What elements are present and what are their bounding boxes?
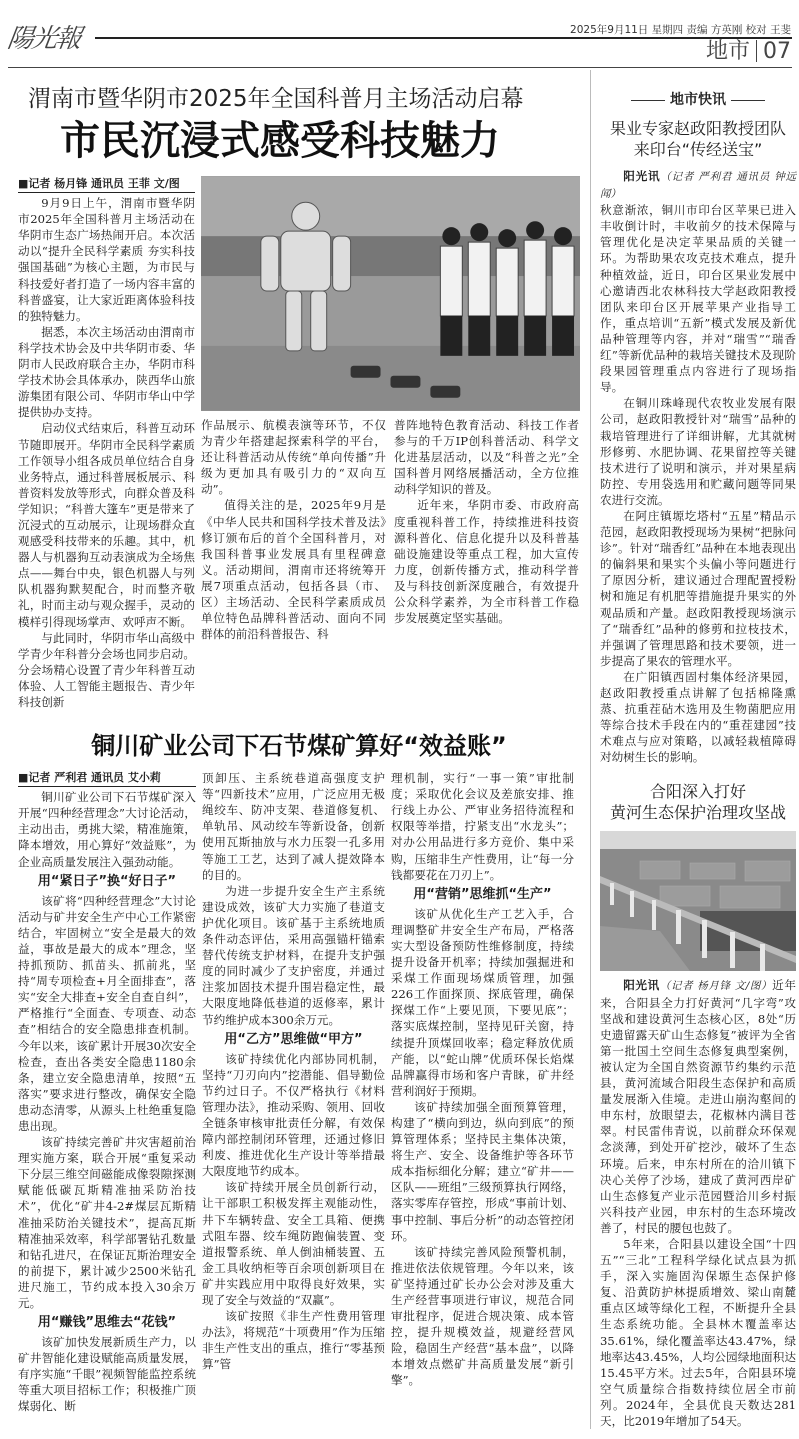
article2-column-1 xyxy=(18,770,196,1414)
newspaper-logo: 陽光報 xyxy=(5,24,82,54)
news-credit: （记者 杨月锋 文/图） xyxy=(659,980,773,993)
article1-byline: ■记者 杨月锋 通讯员 王菲 文/图 xyxy=(18,176,195,193)
news-brief-section-header xyxy=(600,90,796,110)
news1-title xyxy=(600,118,796,160)
paragraph: 该矿按照《非生产性费用管理办法》，将规范“十项费用”作为压缩非生产性支出的重点，推行“零基预算”管 xyxy=(202,1309,385,1372)
subheading: 用“赚钱”思维去“花钱” xyxy=(37,1315,177,1331)
paragraph: 为进一步提升安全生产主系统建设成效，该矿大力实施了巷道支护优化项目。该矿基于主系统地质条件动态评估，采用高强锚杆锚索替代传统支护材料，在提升支护强度的同时减少了支护密度，并通过注浆加固技术提升围岩稳定性，最大限度地降低巷道的返修率，累计节约维护成本300余万元。 xyxy=(202,883,385,1027)
paragraph: 近年来，合阳县全力打好黄河“几字弯”攻坚战和建设黄河生态核心区，8处“历史遗留露天矿山生态修复”被评为全省第一批国土空间生态修复典型案例，被认定为全国自然资源节约集约示范县，黄河流域合阳段生态保护和高质量发展渐入佳境。走进山崩沟壑间的申东村，放眼望去，花椒林内满目苍翠。村民雷伟青说，以前群众环保观念淡薄，到处开矿挖沙，破坏了生态环境。后来，申东村所在的洽川镇下决心关停了沙场，建成了黄河西岸矿山生态修复产业示范园暨洽川乡村振兴科技产业园，申东村的生态环境改善了，村民的腰包也鼓了。 xyxy=(600,978,796,1235)
title-line: 果业专家赵政阳教授团队 xyxy=(609,119,786,138)
article1-title: 市民沉浸式感受科技魅力 xyxy=(60,118,500,164)
section-label: 地市快讯 xyxy=(670,92,726,108)
title-line: 来印台“传经送宝” xyxy=(633,140,763,159)
article1-right xyxy=(201,176,580,642)
header-divider xyxy=(8,67,792,68)
spacer xyxy=(600,765,796,781)
article1-lower-columns xyxy=(201,417,580,642)
paragraph: 作品展示、航模表演等环节，不仅为青少年搭建起探索科学的平台，还让科普活动从传统“单向传播”升级为更加具有吸引力的“双向互动”。 xyxy=(201,418,386,497)
paragraph: 该矿持续完善风险预警机制，推进依法依规管理。今年以来，该矿坚持通过矿长办公会对涉及重大生产经营事项进行审议，规范合同审批程序，促进合规决策、成本管控，提升规模效益，规避经营风险，稳固生产经营“基本盘”，以降本增效点燃矿井高质量发展“新引擎”。 xyxy=(391,1244,574,1388)
paragraph: 近年来，华阴市委、市政府高度重视科普工作，持续推进科技资源科普化、信息化提升以及科普基础设施建设等重点工程，加大宣传力度，创新传播方式，推动科学普及与科技创新深度融合，有效提升公众科学素养，为全市科普工作稳步发展奠定坚实基础。 xyxy=(394,498,579,626)
article1-column-1 xyxy=(18,176,195,710)
article2-column-2 xyxy=(202,770,385,1414)
paragraph: 铜川矿业公司下石节煤矿深入开展“四种经营理念”大讨论活动，主动出击，勇挑大梁，精准施策，降本增效，用心算好“效益账”，为企业高质量发展注入强劲动能。 xyxy=(18,790,196,869)
section-page-label xyxy=(706,40,791,64)
news-brief-sidebar xyxy=(590,70,796,1429)
main-area xyxy=(18,70,580,1415)
subheading: 用“紧日子”换“好日子” xyxy=(37,873,177,889)
article2 xyxy=(18,770,580,1414)
paragraph: 启动仪式结束后，科普互动环节随即展开。华阴市全民科学素质工作领导小组各成员单位结合自身业务特点，通过科普展板展示、科普资料发放等形式，向群众普及科学知识；“科普大篷车”更是带来了沉浸式的互动展示，让现场群众直观感受科技带来的乐趣。其中，机器人与机器狗互动表演成为全场焦点——舞台中央，银色机器人与列队机器狗默契配合，时而整齐敬礼，时而主动与观众握手，灵动的模样引得现场掌声、欢呼声不断。 xyxy=(18,421,195,629)
title-line: 黄河生态保护治理攻坚战 xyxy=(609,803,786,823)
paragraph: 在广阳镇西固村集体经济果园，赵政阳教授重点讲解了包括棉隆熏蒸、抗重茬砧木选用及生物菌肥应用等综合技术手段在内的“重茬建园”技术难点与应对策略，以减轻栽植障碍对幼树生长的影响。 xyxy=(600,669,796,765)
yellow-river-bridge-photo xyxy=(600,831,796,971)
photo-illustration xyxy=(201,176,580,411)
decor-line xyxy=(631,100,665,101)
paragraph: 普阵地特色教育活动、科技工作者参与的千万IP创科普活动、科学文化进基层活动，以及“科普之光”全国科普月网络展播活动，全方位推动科学知识的普及。 xyxy=(394,418,579,497)
page-number: 07 xyxy=(763,39,791,64)
masthead xyxy=(0,0,799,70)
paragraph: 该矿持续加强全面预算管理，构建了“横向到边，纵向到底”的预算管理体系；坚持民主集体决策，将生产、安全、设备维护等各环节成本指标细化分解；建立“矿井——区队——班组”三级预算执行网络，落实零库存管控，形成“事前计划、事中控制、事后分析”的动态管控闭环。 xyxy=(391,1099,574,1243)
paragraph: 该矿加快发展新质生产力，以矿井智能化建设赋能高质量发展，有序实施“千眼”视频智能监控系统等重大项目招标工作；积极推广顶煤弱化、断 xyxy=(18,1335,196,1414)
paragraph: 该矿从优化生产工艺入手，合理调整矿井安全生产布局，严格落实大型设备预防性维修制度，持续提升设备开机率；持续加强掘进和采煤工作面现场煤质管理，加强226工作面探顶、探底管理，确保探煤工作“上要见顶，下要见底”；落实底煤控制，坚持见矸关窗，持续提升顶煤回收率；稳定释放优质产能，以“蛇山牌”优质环保长焰煤品牌赢得市场和客户青睐，矿井经营利润好于预期。 xyxy=(391,906,574,1098)
news-credit: （记者 严利君 通讯员 钟远闻） xyxy=(600,171,796,201)
news1-body xyxy=(600,168,796,765)
news-lead: 阳光讯 xyxy=(623,978,660,993)
paragraph: 该矿持续开展全员创新行动，让干部职工积极发挥主观能动性，井下车辆转盘、安全工具箱、便携式阻车器、绞车绳防跑偏装置、变道报警系统、单人倒油桶装置、五金工具收纳柜等百余项创新项目在矿井实践应用中取得良好效果，实现了安全与效益的“双赢”。 xyxy=(202,1180,385,1307)
section-name: 地市 xyxy=(705,39,750,64)
subheading: 用“营销”思维抓“生产” xyxy=(413,886,552,902)
paragraph: 该矿持续完善矿井灾害超前治理实施方案，联合开展“重复采动下分层三维空间磁能成像裂隙探测赋能低碳瓦斯精准抽采防治技术”，优化“矿井4-2#煤层瓦斯精准抽采防治关键技术”，提高瓦斯精准抽采效率，科学部署钻孔数量和钻孔进尺，在保证瓦斯治理安全的前提下，累计减少2500米钻孔进尺施工，节约成本投入30余万元。 xyxy=(18,1135,196,1310)
paragraph: 5年来，合阳县以建设全国“十四五”“三北”工程科学绿化试点县为抓手，深入实施固沟保塬生态保护修复、沿黄防护林提质增效、梁山南麓重点区域等绿化工程，不断提升全县生态系统功能。全县林木覆盖率达35.61%，绿化覆盖率达43.47%，绿地率达43.45%，人均公园绿地面积达15.45平方米。过去5年，合阳县环境空气质量综合指数持续位居全市前列。2024年，全县优良天数达281天，比2019年增加了54天。 xyxy=(600,1236,796,1428)
news-lead: 阳光讯 xyxy=(623,169,661,183)
divider xyxy=(756,40,757,62)
paragraph: 9月9日上午，渭南市暨华阴市2025年全国科普月主场活动在华阴市生态广场热闹开启。本次活动以“提升全民科学素质 夯实科技强国基础”为核心主题，为市民与科技爱好者打造了一场内容丰富的科普盛宴，让大家近距离体验科技的独特魅力。 xyxy=(18,196,195,323)
paragraph: 值得关注的是，2025年9月是《中华人民共和国科学技术普及法》修订颁布后的首个全国科普月，对我国科普事业发展具有里程碑意义。活动期间，渭南市还将统筹开展7项重点活动，包括各县（市、区）主场活动、全民科学素质成员单位特色品牌科普活动、面向不同群体的前沿科普报告、科 xyxy=(201,498,386,642)
article1-column-3 xyxy=(394,417,579,642)
photo-illustration xyxy=(600,831,796,971)
article1 xyxy=(18,176,580,710)
masthead-rule xyxy=(95,37,792,39)
article1-subtitle: 渭南市暨华阴市2025年全国科普月主场活动启幕 xyxy=(28,86,524,112)
news2-title xyxy=(600,781,796,823)
title-line: 合阳深入打好 xyxy=(649,782,746,802)
article1-column-2 xyxy=(201,417,386,642)
dateline: 2025年9月11日 星期四 责编 方英刚 校对 王斐 xyxy=(570,24,791,36)
paragraph: 理机制，实行“一事一策”审批制度；采取优化会议及差旅安排、推行线上办公、严审业务招待流程和权限等举措，拧紧支出“水龙头”；对办公用品进行多方竞价、集中采购，压缩非生产性费用，让“每一分钱都要花在刀刃上”。 xyxy=(391,771,574,882)
article2-column-3 xyxy=(391,770,574,1414)
article2-byline: ■记者 严利君 通讯员 艾小莉 xyxy=(18,770,196,787)
paragraph: 在铜川珠峰现代农牧业发展有限公司，赵政阳教授针对“瑞雪”品种的栽培管理进行了详细讲解，尤其就树形修剪、水肥协调、花果留控等关键技术进行了说明和演示，并对果星病防控、专用袋选用和贮藏问题等同果农进行交流。 xyxy=(600,396,796,507)
paragraph: 据悉，本次主场活动由渭南市科学技术协会及中共华阴市委、华阴市人民政府联合主办，华阴市科学技术协会具体承办，陕西华山旅游集团有限公司、华阴市华山中学提供协办支持。 xyxy=(18,324,195,420)
page-body xyxy=(0,70,799,1439)
subheading: 用“乙方”思维做“甲方” xyxy=(224,1031,363,1047)
robot-show-photo xyxy=(201,176,580,411)
article2-title: 铜川矿业公司下石节煤矿算好“效益账” xyxy=(91,732,507,761)
paragraph: 在阿庄镇塬圪塔村“五星”精品示范园，赵政阳教授现场为果树“把脉问诊”。针对“瑞香红”品种在本地表现出的偏斜果和果实个头偏小等问题进行了原因分析，建议通过合理配置授粉树和施足有机肥等措施提升果实的外观品质和产量。赵政阳教授现场演示了“瑞香红”品种的修剪和拉枝技术，并强调了管理思路和技术要领，进一步提高了果农的管理水平。 xyxy=(600,508,796,668)
news2-body xyxy=(600,977,796,1429)
decor-line xyxy=(731,100,765,101)
paragraph: 顶卸压、主系统巷道高强度支护等“四新技术”应用，广泛应用无极绳绞车、防冲支架、巷道修复机、单轨吊、风动绞车等新设备，创新使用瓦斯抽放与水力压裂一孔多用等施工工艺，达到了减人提效降本的目的。 xyxy=(202,771,385,882)
paragraph: 秋意渐浓，铜川市印台区苹果已进入丰收倒计时，丰收前夕的技术保障与管理优化是决定苹果品质的关键一环。为帮助果农攻克技术难点，提升种植效益，近日，印台区果业发展中心邀请西北农林科技大学赵政阳教授团队来印台区开展苹果产业指导工作，重点培训“五新”模式发展及新优品种管理等内容，并对“瑞雪”“瑞香红”等新优品种的栽培关键技术及现阶段果园管理重点内容进行了现场指导。 xyxy=(600,203,796,395)
paragraph: 该矿持续优化内部协同机制，坚持“刀刃向内”挖潜能、倡导勤俭节约过日子。不仅严格执行《材料管理办法》，推动采购、领用、回收全链条审核审批责任分解，有效保障内部控制闭环管理，还通过修旧利废、推进优化生产设计等举措最大限度地节约成本。 xyxy=(202,1051,385,1179)
paragraph: 与此同时，华阴市华山高级中学青少年科普分会场也同步启动。分会场精心设置了青少年科普互动体验、人工智能主题报告、青少年科技创新 xyxy=(18,630,195,709)
paragraph: 该矿将“四种经营理念”大讨论活动与矿井安全生产中心工作紧密结合，牢固树立“安全是最大的效益，事故是最大的成本”理念，坚持抓预防、抓苗头、抓前兆，坚持“周专项检查+月全面排查”，落实“安全大排查+安全自查自纠”，严格推行“全面查、专项查、动态查”相结合的安全隐患排查机制。今年以来，该矿累计开展30次安全检查，查出各类安全隐患1180余条，建立安全隐患清单，按照“五落实”要求进行整改，确保安全隐患动态清零，从源头上杜绝重复隐患出现。 xyxy=(18,893,196,1133)
